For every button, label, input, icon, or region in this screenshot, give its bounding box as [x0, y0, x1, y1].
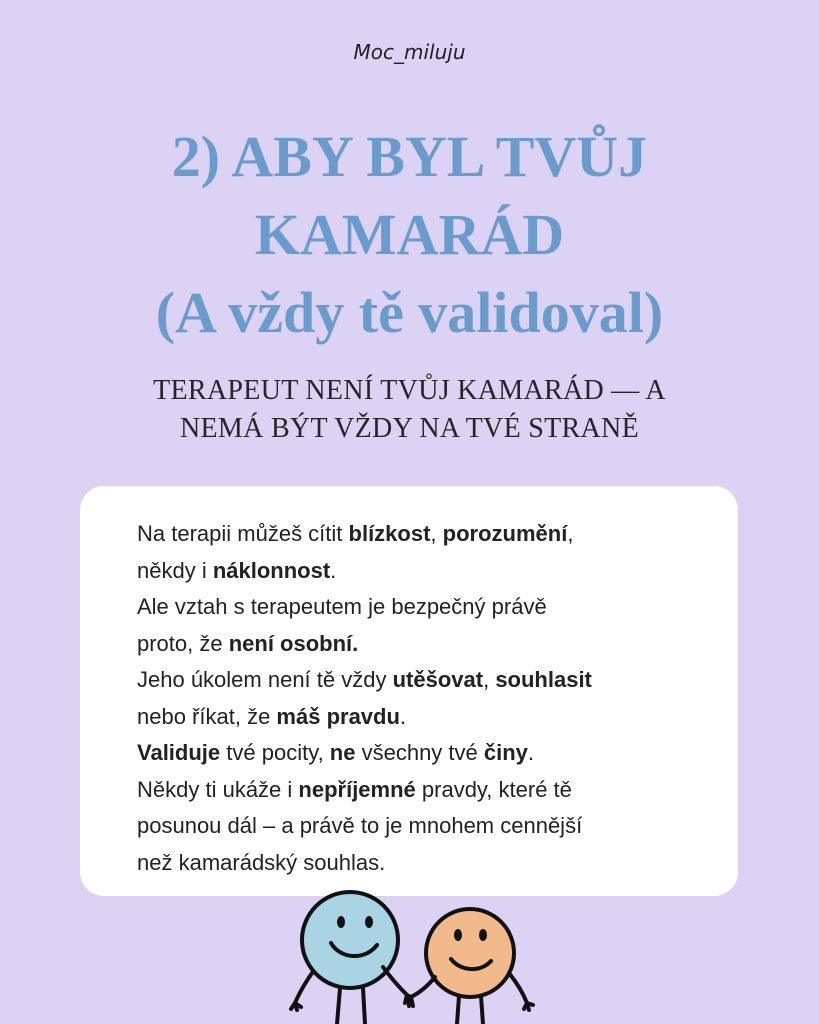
- account-handle: Moc_miluju: [353, 40, 466, 64]
- card-text-segment: ,: [430, 521, 443, 546]
- card-bold-segment: blízkost: [348, 521, 431, 546]
- card-text-segment: Jeho úkolem není tě vždy: [137, 667, 393, 692]
- card-bold-segment: ne: [329, 740, 356, 765]
- card-text-segment: než kamarádský souhlas.: [137, 849, 386, 875]
- card-text-segment: posunou dál – a právě to je mnohem cennější: [137, 813, 583, 838]
- title-line-3: (A vždy tě validoval): [155, 280, 664, 345]
- right-smiley-icon: [405, 909, 533, 1024]
- card-text-segment: Na terapii můžeš cítit: [137, 521, 349, 546]
- card-bold-segment: máš pravdu: [276, 703, 400, 729]
- card-text-segment: pravdy, které tě: [415, 776, 572, 802]
- card-bold-segment: Validuje: [137, 740, 221, 765]
- card-text-segment: Ale vztah s terapeutem je bezpečný právě: [137, 594, 547, 619]
- card-line-2: [137, 553, 717, 590]
- card-bold-segment: utěšovat: [392, 667, 484, 692]
- card-bold-segment: nepříjemné: [298, 776, 416, 802]
- card-text-segment: ,: [567, 521, 574, 546]
- title-line-1: 2) ABY BYL TVŮJ: [171, 124, 648, 189]
- card-text-segment: .: [399, 703, 407, 729]
- card-line-7: [137, 735, 717, 772]
- subtitle: [0, 372, 819, 448]
- card-text-segment: proto, že: [137, 630, 229, 656]
- card-bold-segment: porozumění: [442, 521, 568, 546]
- card-text-segment: ,: [483, 667, 496, 692]
- subtitle-line-1: TERAPEUT NENÍ TVŮJ KAMARÁD — A: [153, 375, 666, 406]
- card-body: [137, 516, 717, 881]
- card-line-4: [137, 626, 717, 663]
- card-bold-segment: náklonnost: [212, 557, 331, 583]
- card-line-6: [137, 699, 717, 736]
- title-line-2: KAMARÁD: [254, 202, 565, 267]
- card-text-segment: všechny tvé: [355, 740, 484, 765]
- card-line-3: [137, 589, 717, 626]
- card-text-segment: .: [527, 740, 535, 765]
- card-text-segment: Někdy ti ukáže i: [137, 776, 299, 802]
- card-line-8: [137, 772, 717, 809]
- card-line-1: [137, 516, 717, 553]
- card-bold-segment: činy: [483, 740, 528, 765]
- subtitle-line-2: NEMÁ BÝT VŽDY NA TVÉ STRANĚ: [180, 413, 639, 444]
- card-line-5: [137, 662, 717, 699]
- page-title: [0, 118, 819, 352]
- text-card: [80, 486, 738, 896]
- card-bold-segment: souhlasit: [495, 667, 592, 692]
- smiley-friends-illustration: [285, 885, 535, 1024]
- card-bold-segment: není osobní.: [228, 630, 359, 656]
- card-text-segment: někdy i: [137, 557, 213, 583]
- card-line-9: [137, 808, 717, 845]
- card-text-segment: tvé pocity,: [220, 740, 330, 765]
- left-smiley-icon: [291, 892, 407, 1024]
- card-text-segment: .: [330, 557, 337, 583]
- card-text-segment: nebo říkat, že: [137, 703, 277, 729]
- card-line-10: [137, 845, 717, 882]
